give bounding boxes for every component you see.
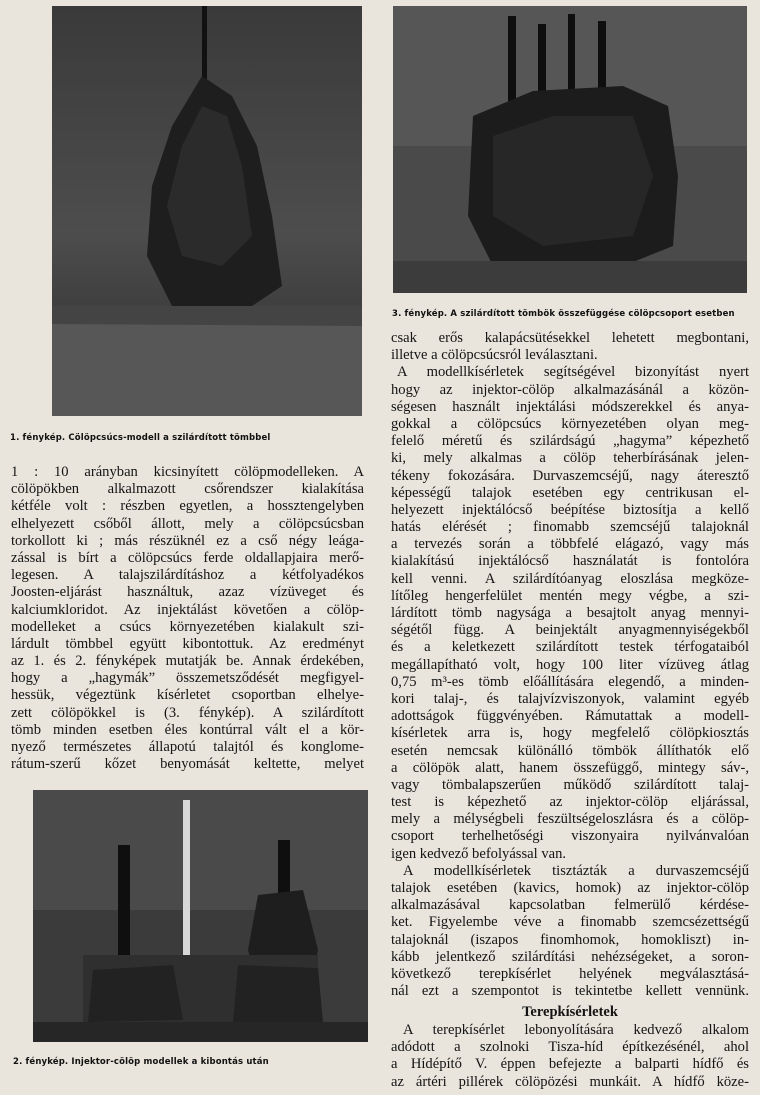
text-line: rátum-szerű kőzet benyomását keltette, melyet (11, 756, 364, 773)
right-column-text-continued (391, 1022, 749, 1091)
photo-1 (52, 6, 362, 416)
text-line: torkollott ki ; más részüknél ez a cső négy leága- (11, 532, 364, 549)
text-line: esetén nemcsak különálló tömbök állíthatók elő (391, 742, 749, 759)
text-line: A modellkísérletek segítségével bizonyítást nyert (397, 364, 749, 381)
text-line: a cölöpök alatt, hanem összefüggő, mintegy sáv-, (391, 759, 749, 776)
text-line: helyezett injektálócső beépítése biztosítja a kellő (391, 501, 749, 518)
text-line: képességű talajok esetében egy centrikusan el- (391, 484, 749, 501)
text-line: kísérletek arra is, hogy megfelelő cölöpkiosztás (391, 725, 749, 742)
text-line: kialakítású injektálócső használatát is fontolóra (391, 553, 749, 570)
text-line: modelleket a csúcs környezetében kialakult szi- (11, 618, 364, 635)
text-line: megállapítható volt, hogy 100 liter vízüveg átlag (391, 656, 749, 673)
photo-3-caption: 3. fénykép. A szilárdított tömbök összefüggése cölöpcsoport esetben (392, 309, 735, 319)
section-heading: Terepkísérletek (522, 1004, 618, 1020)
text-line: kalciumkloridot. Az injektálást követően a cölöp- (11, 601, 364, 618)
text-line: lárdult tömbbel együtt kibontottuk. Az eredményt (11, 635, 364, 652)
text-line: elhelyezett csőből állott, mely a cölöpcsúcsban (11, 515, 364, 532)
text-line: csoport terhelhetőségi viszonyaira nyilvánvalóan (391, 828, 749, 845)
text-line: cölöpökben alkalmazott csőrendszer kialakítása (11, 481, 364, 498)
text-line: adódott a szolnoki Tisza-híd építkezésénél, ahol (391, 1039, 749, 1056)
text-line: csak erős kalapácsütésekkel lehetett megbontani, (391, 330, 749, 346)
text-line: A modellkísérletek tisztázták a durvaszemcséjű (403, 862, 749, 879)
text-line: talajoknál (iszapos finomhomok, homokliszt) in- (391, 931, 749, 948)
text-line: az ártéri pillérek cölöpözési munkáit. A hídfő köze- (391, 1073, 749, 1090)
text-line: Joosten-eljárást használtuk, azaz vízüveget és (11, 584, 364, 601)
text-line: hatás elérését ; finomabb szemcséjű talajoknál (391, 519, 749, 536)
photo-3-image (393, 6, 747, 293)
text-line: gokkal a cölöpcsúcs környezetében olyan meg- (391, 415, 749, 432)
text-line: kétféle volt : részben egyetlen, a hossztengelyben (11, 498, 364, 515)
text-line: mely a mélységbeli feszültségeloszlásra és a cölöp- (391, 811, 749, 828)
text-line: ki, mely alkalmas a cölöp teherbírásának jelen- (391, 450, 749, 467)
text-line: kell venni. A szilárdítóanyag eloszlása megköze- (391, 570, 749, 587)
text-line: ségétől függ. A beinjektált anyagmennyiségekből (391, 622, 749, 639)
text-line: zással is bírt a cölöpcsúcs ferde oldallapjaira merő- (11, 549, 364, 566)
text-line: következő terepkísérlet helyének megválasztásá- (391, 965, 749, 982)
text-line: a Hídépítő V. éppen befejezte a balparti hídfő és (391, 1056, 749, 1073)
text-line: hogy a „hagymák” összemetsződését megfigyel- (11, 670, 364, 687)
photo-2-caption: 2. fénykép. Injektor-cölöp modellek a kibontás után (13, 1057, 269, 1067)
text-line: felelő méretű és szilárdságú „hagyma” képezhető (391, 433, 749, 450)
text-line: vagy tömbalapszerűen működő szilárdított talaj- (391, 776, 749, 793)
text-line: és a keletkezett szilárdított testek térfogataiból (391, 639, 749, 656)
text-line: a tervezés során a többfelé elágazó, vagy más (391, 536, 749, 553)
text-line: talajok esetében (kavics, homok) az injektor-cölöp (391, 880, 749, 896)
text-line: igen kedvező befolyással van. (391, 845, 567, 862)
left-column-text (11, 464, 364, 773)
text-line: nyező természetes állapotú talajtól és konglome- (11, 739, 364, 755)
text-line: lítőleg hengerfelület mentén megy végbe, a szi- (391, 587, 749, 604)
text-line: tömb minden esetben éles kontúrral vált el a kör- (11, 721, 364, 738)
text-line: zett cölöpökkel is (3. fénykép). A szilárdított (11, 704, 364, 721)
text-line: A terepkísérlet lebonyolítására kedvező alkalom (403, 1022, 749, 1038)
text-line: kori talaj-, és talajvízviszonyok, valamint egyéb (391, 690, 749, 707)
text-line: ségesen használt injektálási módszerekkel és anya- (391, 398, 749, 415)
text-line: tékeny fokozására. Durvaszemcséjű, nagy áteresztő (391, 467, 749, 484)
text-line: test is képezhető az injektor-cölöp eljárással, (391, 794, 749, 811)
text-line: az 1. és 2. fényképek mutatják be. Annak érdekében, (11, 653, 364, 670)
photo-3 (393, 6, 747, 293)
photo-2-image (33, 790, 368, 1042)
text-line: adottságok függvényében. Rámutattak a modell- (391, 708, 749, 725)
text-line: illetve a cölöpcsúcsról leválasztani. (391, 347, 598, 364)
text-line: ket. Figyelembe véve a finomabb szemcsézettségű (391, 914, 749, 931)
photo-2 (33, 790, 368, 1042)
photo-1-image (52, 6, 362, 416)
text-line: hessük, végeztünk kísérletet csoportban elhelye- (11, 687, 364, 704)
photo-1-caption: 1. fénykép. Cölöpcsúcs-modell a szilárdított tömbbel (10, 433, 271, 443)
text-line: 1 : 10 arányban kicsinyített cölöpmodelleken. A (11, 464, 364, 480)
text-line: kább jelentkező szilárdítási nehézségeket, a soron- (391, 948, 749, 965)
text-line: legesen. A talajszilárdításhoz a kétfolyadékos (11, 567, 364, 584)
text-line: 0,75 m³-es tömb előállítására elegendő, a minden- (391, 673, 749, 690)
text-line: nál ezt a szempontot is tekintetbe kellett vennünk. (391, 983, 749, 1000)
text-line: alkalmazásával kapcsolatban felmerülő kérdése- (391, 897, 749, 914)
text-line: lárdított tömb nagysága a besajtolt anyag mennyi- (391, 605, 749, 621)
text-line: hogy az injektor-cölöp alkalmazásánál a közön- (391, 381, 749, 398)
right-column-text (391, 330, 749, 1000)
